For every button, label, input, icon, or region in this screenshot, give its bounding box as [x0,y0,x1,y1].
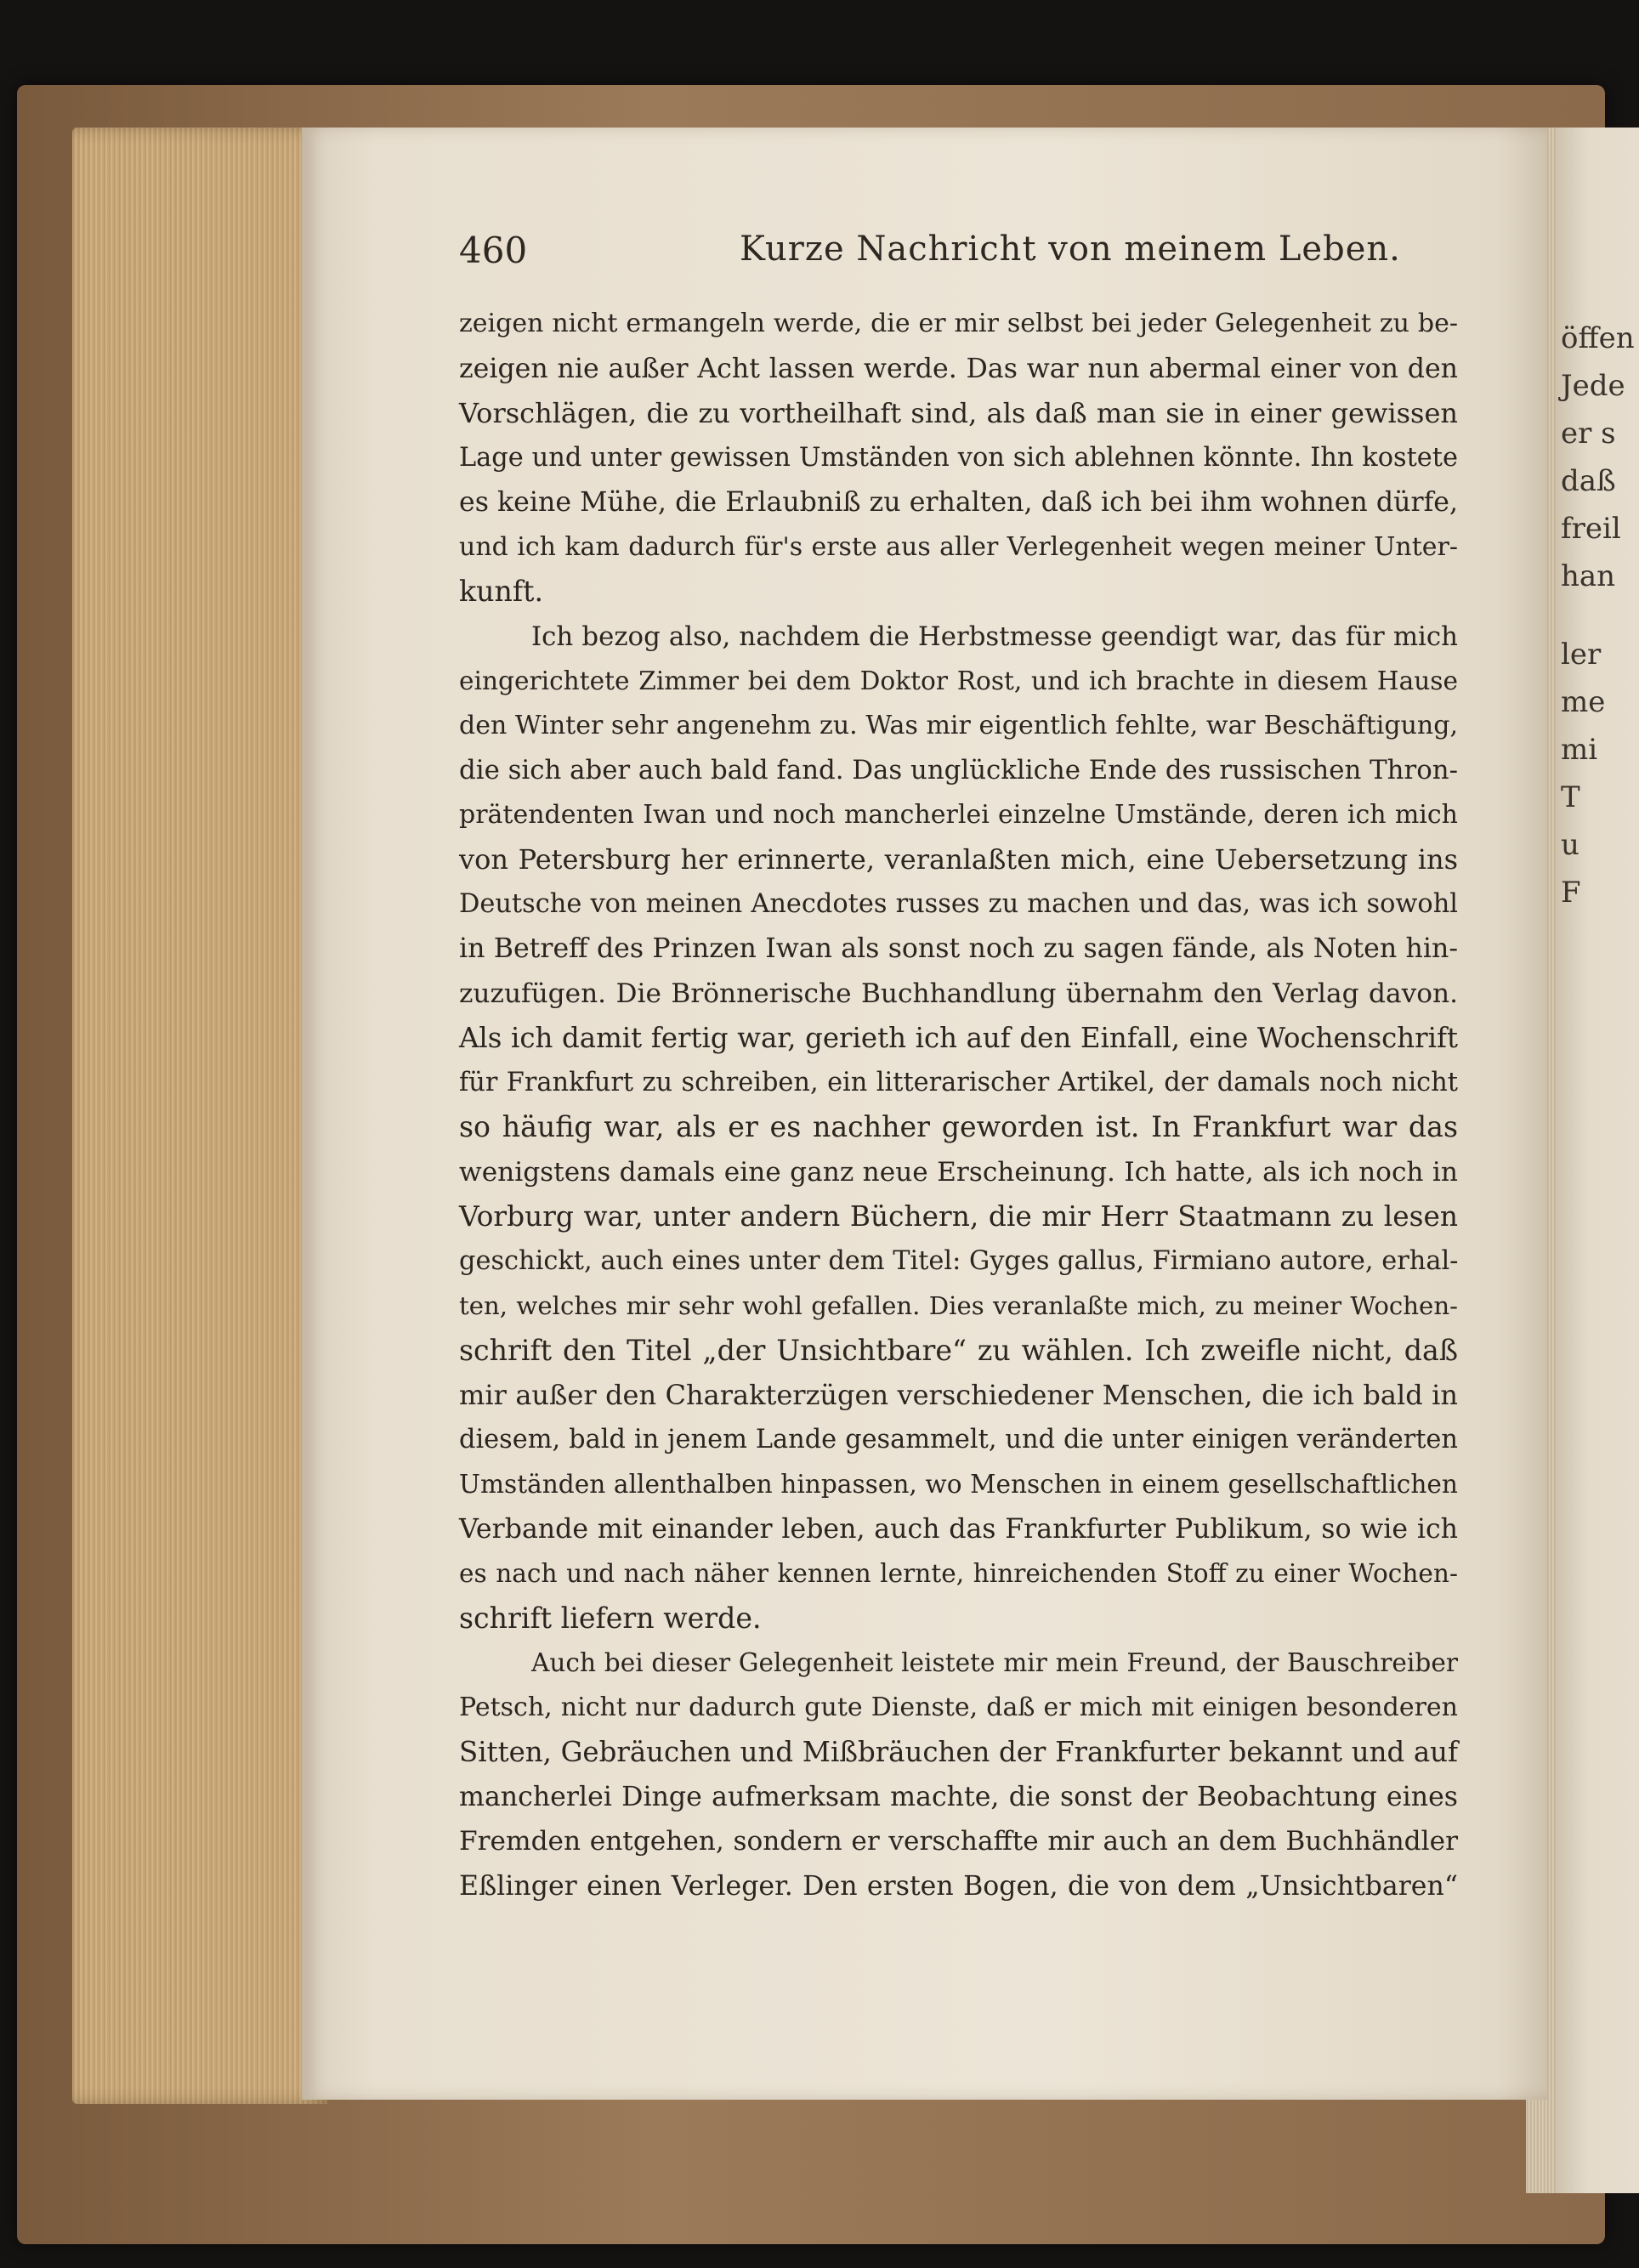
facing-fragment: F [1561,876,1581,910]
facing-fragment: er s [1561,417,1616,451]
text-line: geschickt, auch eines unter dem Titel: Gyges gallus, Firmiano autore, erhal- [459,1245,1459,1276]
text-line: Eßlinger einen Verleger. Den ersten Bogen, die von dem „Unsichtbaren“ [459,1870,1458,1902]
page-number: 460 [459,230,528,271]
text-line: schrift liefern werde. [459,1601,762,1635]
text-line: Sitten, Gebräuchen und Mißbräuchen der Frankfurter bekannt und auf [459,1736,1458,1768]
text-line: diesem, bald in jenem Lande gesammelt, und die unter einigen veränderten [459,1424,1458,1454]
text-line: Petsch, nicht nur dadurch gute Dienste, daß er mich mit einigen besonderen [459,1692,1458,1722]
facing-fragment: u [1561,828,1579,862]
text-line: Vorburg war, unter andern Büchern, die mir Herr Staatmann zu lesen [459,1200,1458,1233]
text-line: in Betreff des Prinzen Iwan als sonst noch zu sagen fände, als Noten hin- [459,933,1458,964]
text-line: Fremden entgehen, sondern er verschaffte mir auch an dem Buchhändler [459,1826,1458,1857]
body-text [459,302,1458,1908]
text-line: mancherlei Dinge aufmerksam machte, die sonst der Beobachtung eines [459,1781,1458,1812]
text-line: Vorschlägen, die zu vortheilhaft sind, als daß man sie in einer gewissen [459,397,1458,429]
text-line: kunft. [459,575,544,608]
facing-fragment: öffen [1561,321,1635,355]
text-line: zeigen nie außer Acht lassen werde. Das war nun abermal einer von den [459,353,1458,384]
page-edges [72,128,327,2104]
text-line: Verbande mit einander leben, auch das Frankfurter Publikum, so wie ich [459,1513,1458,1545]
text-line: zeigen nicht ermangeln werde, die er mir selbst bei jeder Gelegenheit zu be- [459,309,1458,338]
facing-fragment: daß [1561,464,1616,498]
text-line: Lage und unter gewissen Umständen von sich ablehnen könnte. Ihn kostete [459,442,1458,473]
facing-fragment: mi [1561,733,1598,767]
text-line: es nach und nach näher kennen lernte, hinreichenden Stoff zu einer Wochen- [459,1559,1458,1588]
text-line: zuzufügen. Die Brönnerische Buchhandlung übernahm den Verlag davon. [459,978,1458,1009]
facing-page [1556,128,1639,2193]
text-line: schrift den Titel „der Unsichtbare“ zu wählen. Ich zweifle nicht, daß [459,1333,1458,1367]
running-title: Kurze Nachricht von meinem Leben. [740,230,1401,269]
facing-fragment: Jede [1561,369,1625,403]
text-line: es keine Mühe, die Erlaubniß zu erhalten, daß ich bei ihm wohnen dürfe, [459,487,1458,518]
facing-fragment: han [1561,559,1616,593]
text-line: ten, welches mir sehr wohl gefallen. Dies veranlaßte mich, zu meiner Wochen- [459,1291,1458,1320]
text-line: Ich bezog also, nachdem die Herbstmesse geendigt war, das für mich [531,621,1458,652]
facing-fragment: T [1561,780,1580,814]
text-line: und ich kam dadurch für's erste aus aller Verlegenheit wegen meiner Unter- [459,531,1458,562]
text-line: so häufig war, als er es nachher geworden ist. In Frankfurt war das [459,1110,1458,1143]
text-line: von Petersburg her erinnerte, veranlaßten mich, eine Uebersetzung ins [459,843,1458,876]
text-line: Auch bei dieser Gelegenheit leistete mir mein Freund, der Bauschreiber [531,1648,1458,1677]
text-line: den Winter sehr angenehm zu. Was mir eigentlich fehlte, war Beschäftigung, [459,710,1458,740]
facing-fragment: ler [1561,638,1602,672]
text-line: die sich aber auch bald fand. Das unglückliche Ende des russischen Thron- [459,755,1458,785]
facing-fragment: me [1561,685,1606,719]
text-line: Deutsche von meinen Anecdotes russes zu machen und das, was ich sowohl [459,888,1458,919]
text-line: Umständen allenthalben hinpassen, wo Menschen in einem gesellschaftlichen [459,1470,1458,1499]
text-line: für Frankfurt zu schreiben, ein litterarischer Artikel, der damals noch nicht [459,1067,1458,1097]
facing-fragment: freil [1561,512,1621,546]
text-line: wenigstens damals eine ganz neue Erscheinung. Ich hatte, als ich noch in [459,1156,1458,1188]
text-line: mir außer den Charakterzügen verschiedener Menschen, die ich bald in [459,1379,1458,1411]
text-line: Als ich damit fertig war, gerieth ich auf den Einfall, eine Wochenschrift [459,1022,1458,1054]
text-line: prätendenten Iwan und noch mancherlei einzelne Umstände, deren ich mich [459,799,1458,830]
text-line: eingerichtete Zimmer bei dem Doktor Rost, und ich brachte in diesem Hause [459,666,1458,695]
